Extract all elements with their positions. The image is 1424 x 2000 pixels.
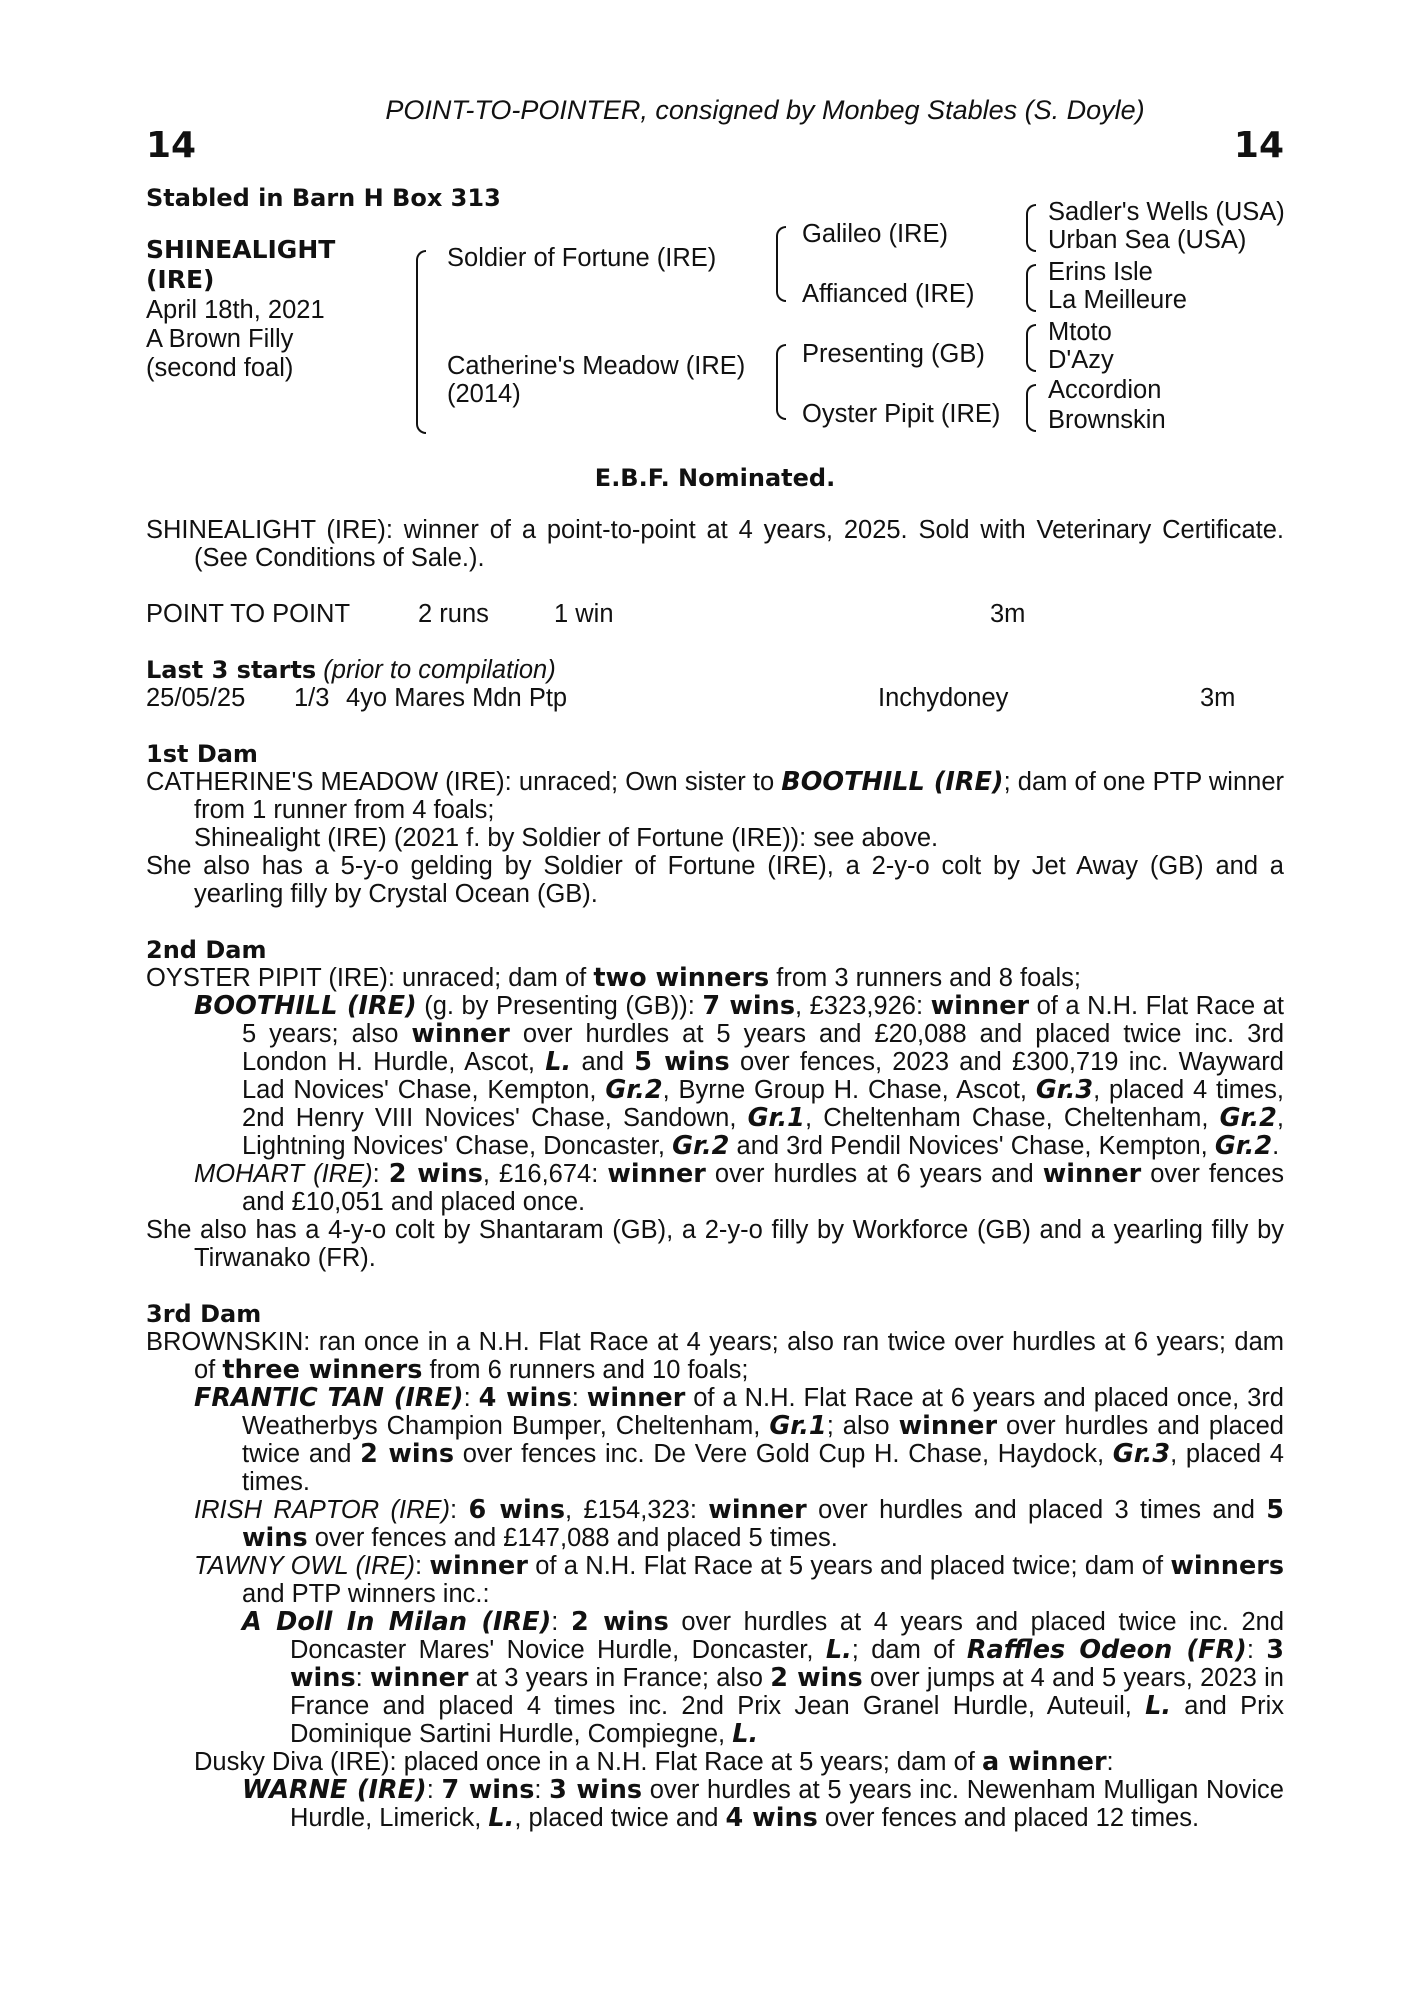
lot-number-right: 14 [1233, 125, 1284, 166]
horse-summary: SHINEALIGHT (IRE): winner of a point-to-point at 4 years, 2025. Sold with Veterinary Certificate. (See Conditions of Sale.). [146, 516, 1284, 572]
third-dam-text: BROWNSKIN: ran once in a N.H. Flat Race at 4 years; also ran twice over hurdles at 6 years; dam of three winners from 6 runners and 10 foals; [146, 1328, 1284, 1385]
brace-g4 [1026, 384, 1036, 432]
stabled-location: Stabled in Barn H Box 313 [146, 184, 501, 212]
irish-raptor-entry: IRISH RAPTOR (IRE): 6 wins, £154,323: winner over hurdles and placed 3 times and 5 wins over fences and £147,088 and placed 5 times. [194, 1495, 1284, 1553]
first-dam-also: She also has a 5-y-o gelding by Soldier of Fortune (IRE), a 2-y-o colt by Jet Away (GB) and a yearling filly by Crystal Ocean (GB). [146, 852, 1284, 908]
first-dam-heading: 1st Dam [146, 740, 258, 768]
grandsire-3: Mtoto [1048, 318, 1112, 346]
horse-country: (IRE) [146, 265, 215, 294]
brace-dam [776, 344, 786, 420]
ebf-nominated: E.B.F. Nominated. [594, 464, 836, 492]
second-dam-also: She also has a 4-y-o colt by Shantaram (GB), a 2-y-o filly by Workforce (GB) and a yearling filly by Tirwanako (FR). [146, 1216, 1284, 1272]
sire-sire: Galileo (IRE) [802, 220, 948, 248]
dam: Catherine's Meadow (IRE) [447, 352, 746, 380]
dam-dam: Oyster Pipit (IRE) [802, 400, 1001, 428]
horse-name: SHINEALIGHT [146, 235, 336, 264]
tawny-owl-entry: TAWNY OWL (IRE): winner of a N.H. Flat Race at 5 years and placed twice; dam of winners and PTP winners inc.: [194, 1551, 1284, 1608]
brace-g3 [1026, 324, 1036, 372]
sire: Soldier of Fortune (IRE) [447, 244, 717, 272]
catalogue-page [146, 95, 1285, 1833]
brace-sire [776, 226, 786, 302]
foaling-date: April 18th, 2021 [146, 296, 325, 324]
a-doll-in-milan-entry: A Doll In Milan (IRE): 2 wins over hurdles at 4 years and placed twice inc. 2nd Doncaster Mares' Novice Hurdle, Doncaster, L.; dam of Raffles Odeon (FR): 3 wins: winner at 3 years in France; also 2 wins over jumps at 4 and 5 years, 2023 in France and placed 4 times inc. 2nd Prix Jean Granel Hurdle, Auteuil, L. and Prix Dominique Sartini Hurdle, Compiegne, L. [242, 1607, 1285, 1749]
last-start-row: 25/05/25 1/3 4yo Mares Mdn Ptp Inchydoney 3m [146, 684, 1236, 712]
race-record [146, 600, 1284, 628]
brace-g2 [1026, 264, 1036, 312]
last-starts-heading: Last 3 starts (prior to compilation) [146, 656, 556, 684]
dusky-diva-entry: Dusky Diva (IRE): placed once in a N.H. Flat Race at 5 years; dam of a winner: [194, 1747, 1114, 1777]
mohart-entry: MOHART (IRE): 2 wins, £16,674: winner over hurdles at 6 years and winner over fences and £10,051 and placed once. [194, 1159, 1285, 1216]
granddam-3: D'Azy [1048, 346, 1114, 374]
third-dam-heading: 3rd Dam [146, 1300, 262, 1328]
granddam-2: La Meilleure [1048, 286, 1187, 314]
grandsire-2: Erins Isle [1048, 258, 1153, 286]
catalogue-body [146, 516, 1284, 1832]
consignor-line: POINT-TO-POINTER, consigned by Monbeg Stables (S. Doyle) [385, 95, 1145, 125]
brace-main [416, 250, 426, 434]
warne-entry: WARNE (IRE): 7 wins: 3 wins over hurdles at 5 years inc. Newenham Mulligan Novice Hurdle, Limerick, L., placed twice and 4 wins over fences and placed 12 times. [242, 1775, 1284, 1833]
frantic-tan-entry: FRANTIC TAN (IRE): 4 wins: winner of a N.H. Flat Race at 6 years and placed once, 3rd Weatherbys Champion Bumper, Cheltenham, Gr.1; also winner over hurdles and placed twice and 2 wins over fences inc. De Vere Gold Cup H. Chase, Haydock, Gr.3, placed 4 times. [194, 1383, 1284, 1496]
boothill-entry: BOOTHILL (IRE) (g. by Presenting (GB)): 7 wins, £323,926: winner of a N.H. Flat Race at 5 years; also winner over hurdles at 5 years and £20,088 and placed twice inc. 3rd London H. Hurdle, Ascot, L. and 5 wins over fences, 2023 and £300,719 inc. Wayward Lad Novices' Chase, Kempton, Gr.2, Byrne Group H. Chase, Ascot, Gr.3, placed 4 times, 2nd Henry VIII Novices' Chase, Sandown, Gr.1, Cheltenham Chase, Cheltenham, Gr.2, Lightning Novices' Chase, Doncaster, Gr.2 and 3rd Pendil Novices' Chase, Kempton, Gr.2. [194, 991, 1285, 1161]
sire-dam: Affianced (IRE) [802, 280, 975, 308]
dam-year: (2014) [447, 380, 521, 408]
second-dam-text: OYSTER PIPIT (IRE): unraced; dam of two winners from 3 runners and 8 foals; [146, 963, 1081, 993]
grandsire-4: Accordion [1048, 376, 1162, 404]
first-dam-foal: Shinealight (IRE) (2021 f. by Soldier of Fortune (IRE)): see above. [194, 824, 939, 852]
lot-number-left: 14 [146, 125, 197, 166]
record-wins: 1 win [554, 600, 614, 628]
record-runs: 2 runs [418, 600, 489, 628]
foal-note: (second foal) [146, 354, 294, 382]
horse-description: A Brown Filly [146, 325, 294, 353]
granddam-4: Brownskin [1048, 406, 1166, 434]
first-dam-text: CATHERINE'S MEADOW (IRE): unraced; Own sister to BOOTHILL (IRE); dam of one PTP winner from 1 runner from 4 foals; [146, 767, 1284, 824]
granddam-1: Urban Sea (USA) [1048, 226, 1247, 254]
grandsire-1: Sadler's Wells (USA) [1048, 198, 1285, 226]
second-dam-heading: 2nd Dam [146, 936, 267, 964]
dam-sire: Presenting (GB) [802, 340, 985, 368]
record-distance: 3m [990, 600, 1026, 628]
record-label: POINT TO POINT [146, 600, 351, 628]
brace-g1 [1026, 204, 1036, 252]
